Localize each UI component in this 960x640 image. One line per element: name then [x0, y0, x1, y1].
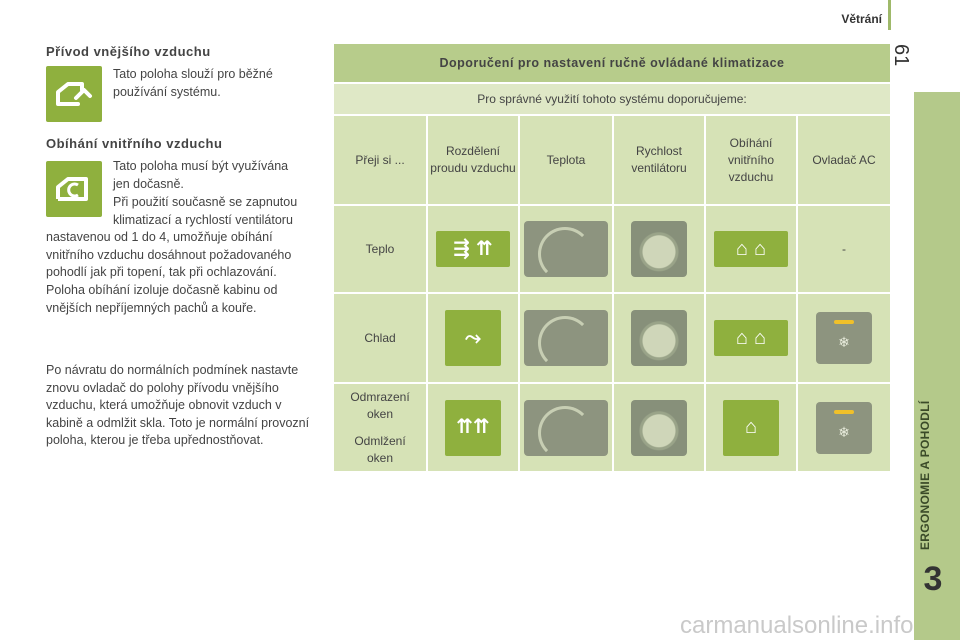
- airflow-cell: [428, 384, 518, 471]
- header-rule: [888, 0, 891, 30]
- chapter-sidebar: [914, 92, 960, 640]
- outside-air-switch-icon: ⌂: [723, 400, 779, 456]
- recirculation-switch-icon: ⌂ ⌂: [714, 231, 788, 267]
- chapter-number: 3: [923, 560, 943, 598]
- temperature-dial-icon: [524, 221, 608, 277]
- watermark: carmanualsonline.info: [680, 612, 914, 639]
- return-text: Po návratu do normálních podmínek nastavte znovu ovladač do polohy přívodu vnějšího vzduchu, která umožňuje obnovit vzduch v kabině a odmlžit skla. Toto je normální provozní poloha, kterou je třeba upřednostňovat.: [46, 363, 310, 447]
- column-header: Přeji si ...: [334, 116, 426, 204]
- temperature-cell: [520, 294, 612, 382]
- ac-cell: -: [798, 206, 890, 292]
- outside-air-icon: [46, 66, 102, 122]
- column-header: Rozdělení proudu vzduchu: [428, 116, 518, 204]
- recirculation-text-2b: nastavenou od 1 do 4, umožňuje obíhání vnitřního vzduchu dosáhnout požadovaného pohodlí jak při topení, tak při ochlazování.: [46, 230, 292, 279]
- recirculation-text-1: Tato poloha musí být využívána jen dočasně.: [113, 159, 289, 191]
- recirculation-switch-icon: ⌂ ⌂: [714, 320, 788, 356]
- row-label: Teplo: [334, 206, 426, 292]
- chapter-label: ERGONOMIE A POHODLÍ: [918, 400, 932, 550]
- column-header: Ovladač AC: [798, 116, 890, 204]
- row-label: Chlad: [334, 294, 426, 382]
- airflow-cell: [428, 294, 518, 382]
- table-title: Doporučení pro nastavení ručně ovládané klimatizace: [334, 44, 890, 82]
- recirculation-cell: [706, 206, 796, 292]
- fan-dial-icon: [631, 221, 687, 277]
- temperature-dial-icon: [524, 310, 608, 366]
- recirculation-icon: [46, 161, 102, 217]
- airflow-cell: [428, 206, 518, 292]
- outside-air-heading: Přívod vnějšího vzduchu: [46, 44, 211, 59]
- ac-button-icon: [816, 312, 872, 364]
- snowflake-icon: ❄: [838, 423, 850, 440]
- temperature-cell: [520, 206, 612, 292]
- column-header: Teplota: [520, 116, 612, 204]
- page-number: 61: [890, 44, 912, 67]
- fan-speed-cell: [614, 206, 704, 292]
- fan-speed-cell: [614, 384, 704, 471]
- fan-speed-cell: [614, 294, 704, 382]
- temperature-cell: [520, 384, 612, 471]
- recirculation-text-2a: Při použití současně se zapnutou klimatizací a rychlostí ventilátoru: [113, 195, 298, 227]
- temperature-dial-icon: [524, 400, 608, 456]
- section-title: Větrání: [841, 12, 882, 26]
- fan-dial-icon: [631, 400, 687, 456]
- table-subtitle: Pro správné využití tohoto systému doporučujeme:: [334, 84, 890, 114]
- column-header: Obíhání vnitřního vzduchu: [706, 116, 796, 204]
- column-header: Rychlost ventilátoru: [614, 116, 704, 204]
- outside-air-text: Tato poloha slouží pro běžné používání systému.: [113, 67, 273, 99]
- recirculation-text-3: Poloha obíhání izoluje dočasně kabinu od vnějších nepříjemných pachů a kouře.: [46, 283, 278, 315]
- recirculation-cell: [706, 294, 796, 382]
- row-label: Odmrazení oken: [350, 389, 410, 421]
- row-label: Odmlžení oken: [354, 433, 406, 465]
- defrost-icon: ⇈⇈: [445, 400, 501, 456]
- ac-recommendation-table: [334, 44, 890, 471]
- ac-cell: [798, 384, 890, 471]
- row-label-cell: [334, 384, 426, 471]
- fan-dial-icon: [631, 310, 687, 366]
- ac-cell: [798, 294, 890, 382]
- face-vent-icon: ⤳: [445, 310, 501, 366]
- floor-windscreen-icon: ⇶ ⇈: [436, 231, 510, 267]
- snowflake-icon: ❄: [838, 334, 850, 350]
- recirculation-cell: [706, 384, 796, 471]
- ac-button-icon: [816, 402, 872, 454]
- recirculation-heading: Obíhání vnitřního vzduchu: [46, 136, 223, 151]
